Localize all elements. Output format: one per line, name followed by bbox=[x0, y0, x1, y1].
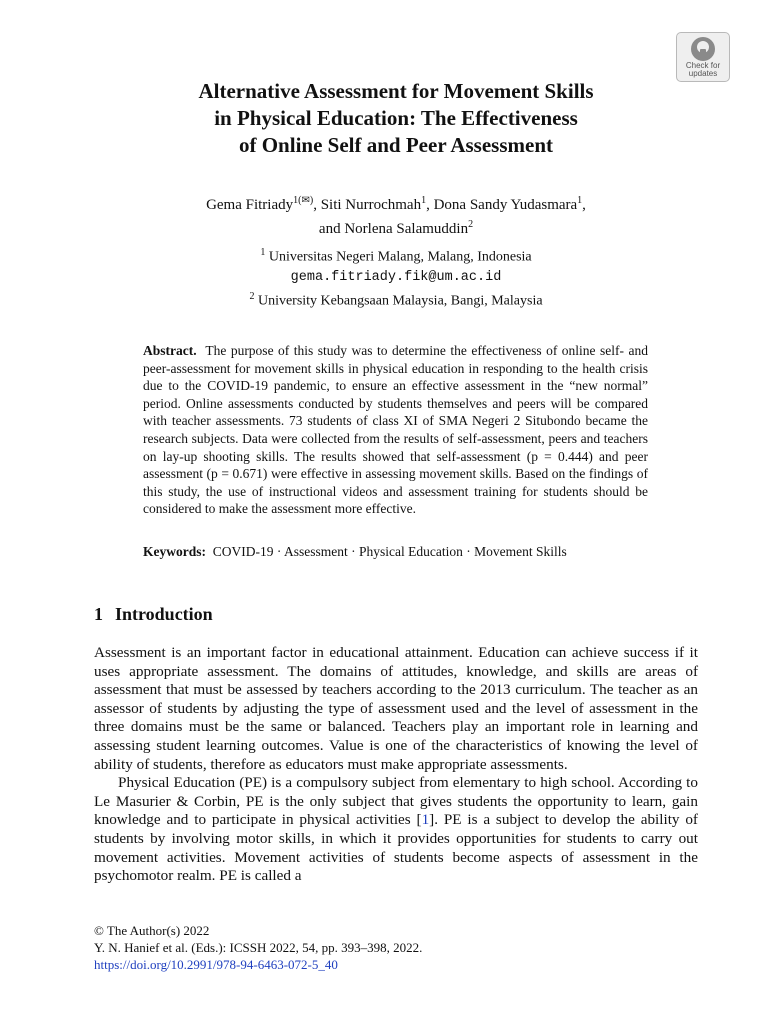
keywords-label: Keywords: bbox=[143, 544, 206, 559]
keywords-text: COVID-19 · Assessment · Physical Education · Movement Skills bbox=[212, 544, 567, 559]
title-line-2: in Physical Education: The Effectiveness bbox=[214, 106, 578, 130]
affiliation-text: University Kebangsaan Malaysia, Bangi, Malaysia bbox=[257, 293, 543, 309]
author-separator: , bbox=[313, 197, 321, 213]
affiliations bbox=[60, 243, 732, 310]
author-separator: , bbox=[582, 197, 586, 213]
check-for-updates-badge[interactable] bbox=[676, 32, 730, 82]
affiliation-number: 2 bbox=[249, 290, 255, 302]
footer bbox=[94, 922, 422, 973]
author-email[interactable] bbox=[60, 267, 732, 287]
affiliation-2 bbox=[60, 287, 732, 311]
author-name: Gema Fitriady bbox=[206, 197, 294, 213]
section-number: 1 bbox=[94, 604, 103, 624]
author-affiliation-mark: 1 bbox=[421, 195, 427, 206]
author-list bbox=[60, 191, 732, 239]
author-affiliation-mark: 2 bbox=[468, 219, 474, 230]
author-separator: and bbox=[318, 221, 345, 237]
citation-link[interactable]: 1 bbox=[421, 811, 430, 829]
body-text bbox=[94, 644, 698, 886]
affiliation-text: Universitas Negeri Malang, Malang, Indonesia bbox=[268, 249, 532, 265]
publication-citation: Y. N. Hanief et al. (Eds.): ICSSH 2022, 54, pp. 393–398, 2022. bbox=[94, 940, 423, 955]
check-for-updates-icon bbox=[691, 37, 715, 61]
title-line-3: of Online Self and Peer Assessment bbox=[238, 133, 554, 157]
keywords bbox=[143, 543, 663, 561]
author-name: Norlena Salamuddin bbox=[344, 221, 469, 237]
paragraph-text: ]. PE is a subject to develop the ability of students by involving motor skills, in which it provides opportunities for students to carry out movement activities. Movement activities of students become aspects of assessment in the psychomotor realm. PE is called a bbox=[94, 811, 698, 885]
email-link[interactable]: gema.fitriady.fik@um.ac.id bbox=[290, 269, 502, 285]
author-affiliation-mark: 1 bbox=[577, 195, 583, 206]
copyright: © The Author(s) 2022 bbox=[94, 923, 210, 938]
paragraph-text: Physical Education (PE) is a compulsory subject from elementary to high school. According to Le Masurier & Corbin, PE is the only subject that gives students the opportunity to learn, gain knowledge and to participate in physical activities [ bbox=[94, 774, 698, 829]
affiliation-number: 1 bbox=[260, 247, 266, 258]
badge-line1: Check for bbox=[685, 61, 721, 70]
section-title: Introduction bbox=[115, 604, 213, 624]
author-separator: , bbox=[426, 197, 434, 213]
abstract-label: Abstract. bbox=[143, 343, 197, 358]
author-name: Siti Nurrochmah bbox=[320, 197, 422, 213]
affiliation-1 bbox=[60, 243, 732, 267]
badge-line2: updates bbox=[688, 69, 718, 78]
abstract-text: The purpose of this study was to determine the effectiveness of online self- and peer-assessment for movement skills in physical education in responding to the health crisis due to the COVID-19 pandemic, to ensure an effective assessment in the “new normal” period. Online assessments conducted by students themselves and peers will be compared with teacher assessments. 73 students of class XI of SMA Negeri 2 Situbondo became the research subjects. Data were collected from the results of self-assessment, peers and teachers on lay-up shooting skills. The results showed that self-assessment (p = 0.444) and peer assessment (p = 0.671) were effective in assessing movement skills. Based on the findings of this study, the use of instructional videos and assessment training for students should be considered to make the assessment more effective. bbox=[143, 343, 648, 517]
title-line-1: Alternative Assessment for Movement Skills bbox=[198, 79, 594, 103]
abstract bbox=[143, 342, 648, 518]
paragraph: Assessment is an important factor in educational attainment. Education can achieve success if it uses appropriate assessment. The domains of attitudes, knowledge, and skills are areas of assessment that must be assessed by teachers according to the 2013 curriculum. The teacher as an assessor of students by adjusting the type of assessment used and the level of assessment in the three domains must be the same or balanced. Teachers play an important role in learning and assessing student learning outcomes. Value is one of the characteristics of knowing the level of ability of students, therefore as educators must make appropriate assessments. bbox=[94, 644, 698, 773]
paragraph bbox=[94, 774, 698, 886]
paper-title bbox=[60, 78, 732, 159]
doi-link[interactable]: https://doi.org/10.2991/978-94-6463-072-5_40 bbox=[94, 957, 338, 972]
section-heading bbox=[94, 604, 213, 625]
author-name: Dona Sandy Yudasmara bbox=[433, 197, 578, 213]
author-affiliation-mark: 1(✉) bbox=[293, 195, 314, 206]
